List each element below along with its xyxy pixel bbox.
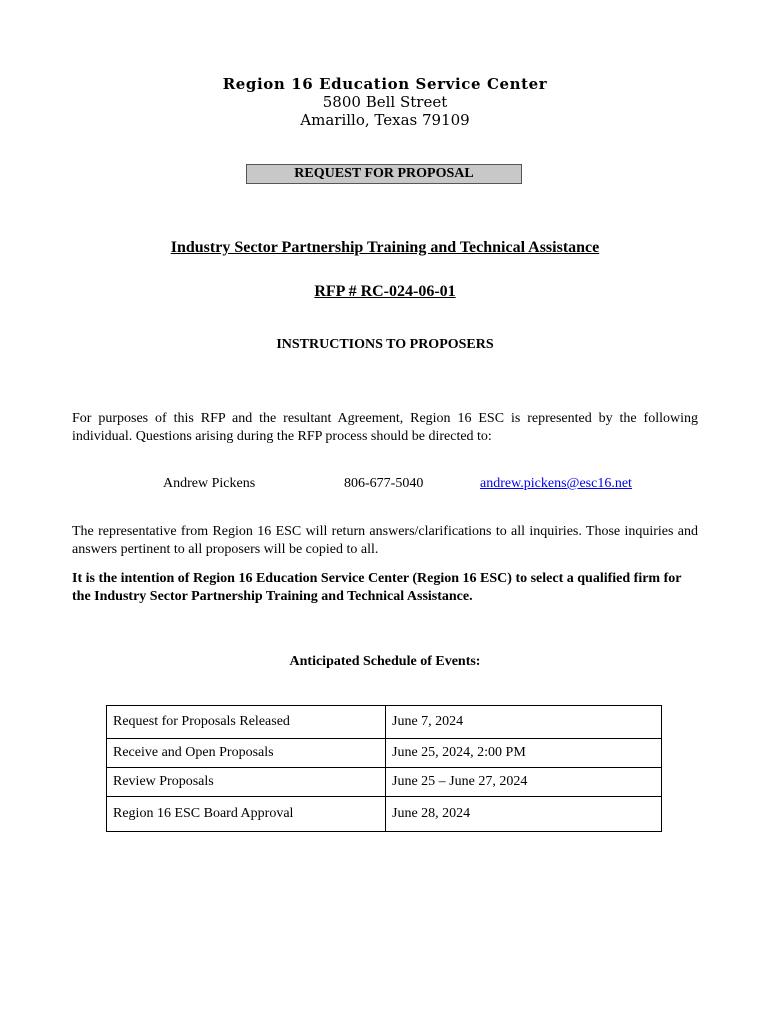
organization-name: Region 16 Education Service Center [222,75,548,93]
intent-paragraph: It is the intention of Region 16 Education Service Center (Region 16 ESC) to select a qualified firm for the Industry Sector Partnership Training and Technical Assistance. [72,571,682,604]
table-row [107,706,662,739]
schedule-date-cell: June 25 – June 27, 2024 [386,768,662,797]
schedule-table [106,705,662,832]
schedule-date-cell: June 25, 2024, 2:00 PM [386,739,662,768]
contact-email-link[interactable]: andrew.pickens@esc16.net [480,476,632,491]
city-state: Amarillo, Texas 79109 [300,111,470,129]
schedule-event-cell: Receive and Open Proposals [107,739,386,768]
schedule-heading: Anticipated Schedule of Events: [289,654,481,669]
contact-name: Andrew Pickens [163,476,256,491]
instructions-heading: INSTRUCTIONS TO PROPOSERS [276,337,494,352]
schedule-event-cell: Request for Proposals Released [107,706,386,739]
table-row [107,768,662,797]
table-row [107,797,662,832]
schedule-event-cell: Region 16 ESC Board Approval [107,797,386,832]
letterhead [0,75,770,129]
intro-paragraph: For purposes of this RFP and the resultant Agreement, Region 16 ESC is represented by the following individual. Questions arising during the RFP process should be directed to: [72,411,698,444]
representative-paragraph: The representative from Region 16 ESC will return answers/clarifications to all inquiries. Those inquiries and answers pertinent to all proposers will be copied to all. [72,524,698,557]
schedule-date-cell: June 28, 2024 [386,797,662,832]
rfp-label-box: REQUEST FOR PROPOSAL [246,164,522,184]
street-address: 5800 Bell Street [322,93,448,111]
document-title: Industry Sector Partnership Training and Technical Assistance [170,239,600,256]
rfp-number: RFP # RC-024-06-01 [314,283,456,300]
contact-phone: 806-677-5040 [344,476,424,491]
schedule-event-cell: Review Proposals [107,768,386,797]
schedule-date-cell: June 7, 2024 [386,706,662,739]
contact-row [0,476,770,494]
table-row [107,739,662,768]
